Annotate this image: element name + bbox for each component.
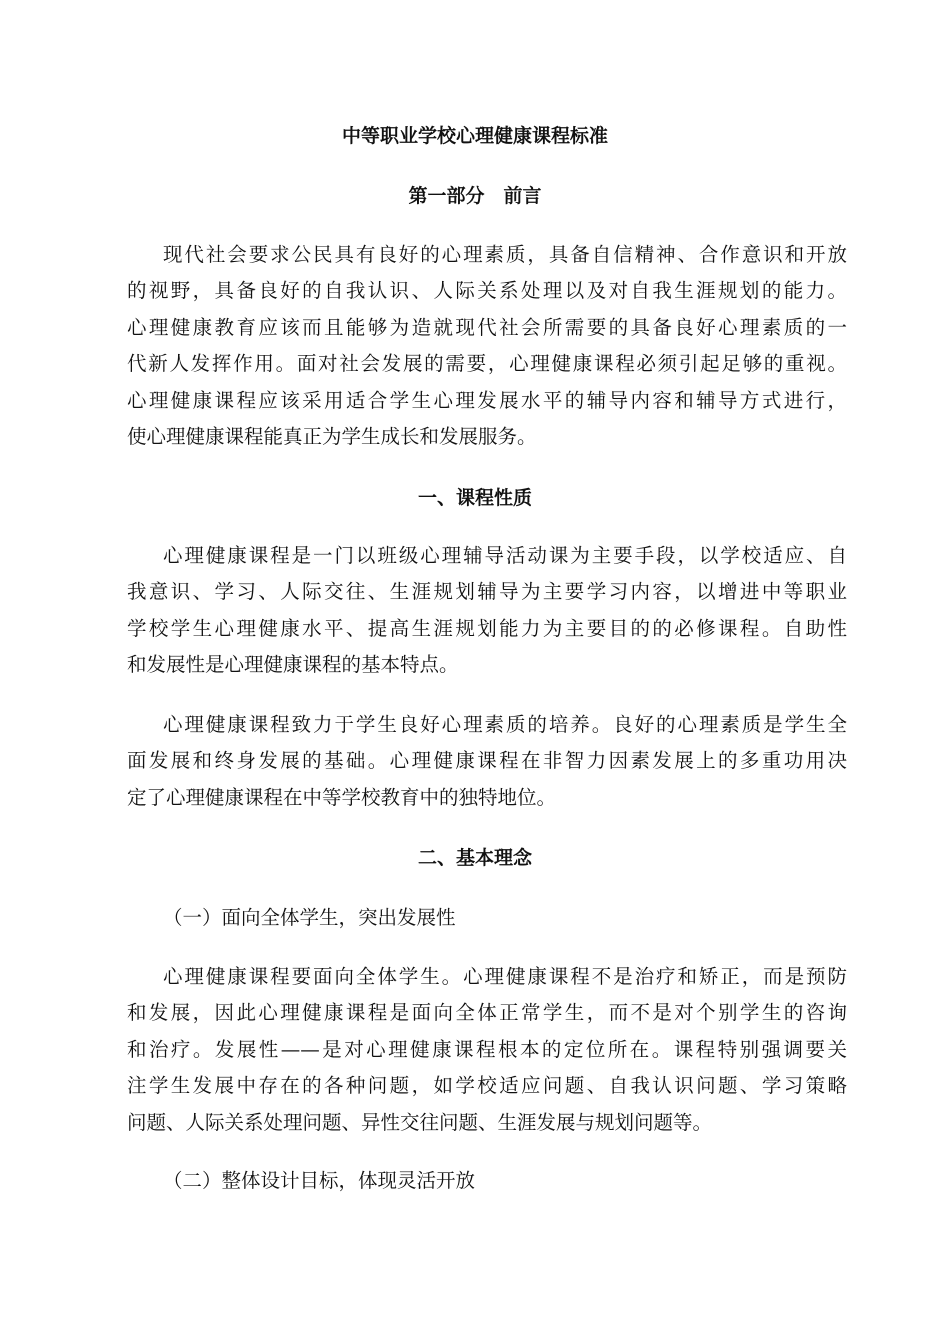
course-nature-paragraph-1	[127, 538, 847, 684]
paragraph-line: 代新人发挥作用。面对社会发展的需要，心理健康课程必须引起足够的重视。	[127, 352, 847, 376]
paragraph-line: 学校学生心理健康水平、提高生涯规划能力为主要目的的必修课程。自助性	[127, 616, 847, 640]
course-nature-paragraph-2	[127, 707, 847, 816]
paragraph-line: 定了心理健康课程在中等学校教育中的独特地位。	[127, 785, 557, 809]
paragraph-line: 心理健康课程是一门以班级心理辅导活动课为主要手段，以学校适应、自	[163, 544, 847, 567]
basic-concepts-paragraph-1	[127, 959, 847, 1141]
document-title: 中等职业学校心理健康课程标准	[341, 125, 608, 147]
paragraph-line: 心理健康课程要面向全体学生。心理健康课程不是治疗和矫正，而是预防	[163, 965, 847, 988]
paragraph-line: 面发展和终身发展的基础。心理健康课程在非智力因素发展上的多重功用决	[127, 749, 847, 773]
section-heading-course-nature: 一、课程性质	[417, 487, 532, 509]
paragraph-line: 心理健康教育应该而且能够为造就现代社会所需要的具备良好心理素质的一	[127, 315, 847, 339]
paragraph-line: 和治疗。发展性——是对心理健康课程根本的定位所在。课程特别强调要关	[127, 1037, 847, 1061]
paragraph-line: 现代社会要求公民具有良好的心理素质，具备自信精神、合作意识和开放	[163, 243, 847, 266]
paragraph-line: 问题、人际关系处理问题、异性交往问题、生涯发展与规划问题等。	[127, 1110, 713, 1134]
paragraph-line: 心理健康课程致力于学生良好心理素质的培养。良好的心理素质是学生全	[163, 713, 847, 736]
subsection-heading-1: （一）面向全体学生，突出发展性	[163, 906, 456, 929]
subsection-heading-2: （二）整体设计目标，体现灵活开放	[163, 1169, 476, 1192]
paragraph-line: 和发展性是心理健康课程的基本特点。	[127, 653, 459, 677]
paragraph-line: 我意识、学习、人际交往、生涯规划辅导为主要学习内容，以增进中等职业	[127, 580, 847, 604]
paragraph-line: 的视野，具备良好的自我认识、人际关系处理以及对自我生涯规划的能力。	[127, 279, 847, 303]
paragraph-line: 和发展，因此心理健康课程是面向全体正常学生，而不是对个别学生的咨询	[127, 1001, 847, 1025]
part-heading: 第一部分 前言	[408, 185, 542, 207]
paragraph-line: 注学生发展中存在的各种问题，如学校适应问题、自我认识问题、学习策略	[127, 1074, 847, 1098]
paragraph-line: 使心理健康课程能真正为学生成长和发展服务。	[127, 425, 537, 449]
paragraph-line: 心理健康课程应该采用适合学生心理发展水平的辅导内容和辅导方式进行，	[127, 388, 847, 412]
section-heading-basic-concepts: 二、基本理念	[417, 847, 532, 869]
intro-paragraph	[127, 237, 847, 455]
